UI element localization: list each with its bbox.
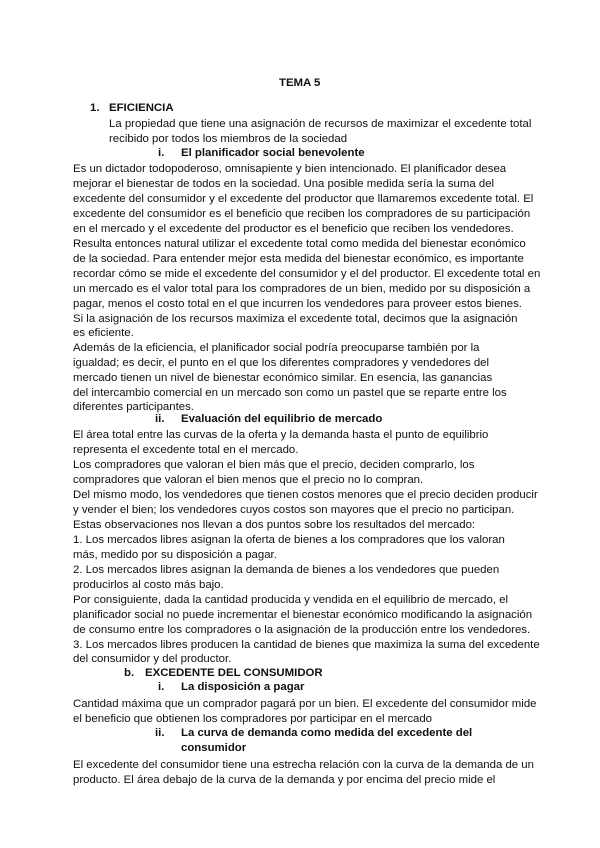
paragraph-line: diferentes participantes. — [73, 401, 194, 413]
paragraph-line: mejorar el bienestar de todos en la sociedad. Una posible medida sería la suma del — [73, 178, 495, 190]
subsection-number: ii. — [155, 413, 165, 425]
paragraph-line: y vender el bien; los vendedores cuyos costos son mayores que el precio no participan. — [73, 504, 515, 516]
paragraph-line: Estas observaciones nos llevan a dos puntos sobre los resultados del mercado: — [73, 519, 476, 531]
paragraph-line: excedente del consumidor es el beneficio que reciben los compradores de su participación — [73, 208, 531, 220]
section-intro-line: recibido por todos los miembros de la sociedad — [109, 133, 348, 145]
paragraph-line: el beneficio que obtienen los compradores por participar en el mercado — [73, 713, 433, 725]
subsection-heading: Evaluación del equilibrio de mercado — [181, 413, 383, 425]
paragraph-line: Los compradores que valoran el bien más que el precio, deciden comprarlo, los — [73, 459, 475, 471]
subsection-number: i. — [158, 681, 165, 693]
paragraph-line: excedente del consumidor y el excedente del productor que llamaremos excedente total. El — [73, 193, 534, 205]
paragraph-line: más, medido por su disposición a pagar. — [73, 549, 277, 561]
subsection-number: ii. — [155, 727, 165, 739]
subsection-number: i. — [158, 147, 165, 159]
paragraph-line: producirlos al costo más bajo. — [73, 579, 224, 591]
paragraph-line: mercado tienen un nivel de bienestar económico similar. En esencia, las ganancias — [73, 372, 493, 384]
paragraph-line: del consumidor y del productor. — [73, 653, 232, 665]
paragraph-line: Además de la eficiencia, el planificador social podría preocuparse también por la — [73, 342, 480, 354]
section-number: b. — [124, 667, 135, 679]
paragraph-line: del intercambio comercial en un mercado son como un pastel que se reparte entre los — [73, 387, 507, 399]
paragraph-line: 1. Los mercados libres asignan la oferta de bienes a los compradores que los valoran — [73, 534, 505, 546]
paragraph-line: pagar, menos el costo total en el que incurren los vendedores para proveer estos bienes. — [73, 298, 522, 310]
section-heading-eficiencia: EFICIENCIA — [109, 102, 174, 114]
paragraph-line: planificador social no puede incrementar el bienestar económico modificando la asignación — [73, 609, 533, 621]
section-number: 1. — [90, 102, 100, 114]
paragraph-line: representa el excedente total en el mercado. — [73, 444, 299, 456]
paragraph-line: El área total entre las curvas de la oferta y la demanda hasta el punto de equilibrio — [73, 429, 489, 441]
paragraph-line: Si la asignación de los recursos maximiza el excedente total, decimos que la asignación — [73, 313, 518, 325]
paragraph-line: El excedente del consumidor tiene una estrecha relación con la curva de la demanda de un — [73, 759, 534, 771]
paragraph-line: Del mismo modo, los vendedores que tienen costos menores que el precio deciden producir — [73, 489, 538, 501]
paragraph-line: un mercado es el valor total para los compradores de un bien, medido por su disposición a — [73, 283, 531, 295]
subsection-heading: consumidor — [181, 742, 247, 754]
subsection-heading: La curva de demanda como medida del excedente del — [181, 727, 473, 739]
paragraph-line: Por consiguiente, dada la cantidad producida y vendida en el equilibrio de mercado, el — [73, 594, 509, 606]
page-title: TEMA 5 — [279, 77, 321, 89]
section-heading-excedente: EXCEDENTE DEL CONSUMIDOR — [145, 667, 323, 679]
paragraph-line: es eficiente. — [73, 327, 134, 339]
paragraph-line: 3. Los mercados libres producen la cantidad de bienes que maximiza la suma del excedente — [73, 639, 540, 651]
paragraph-line: Resulta entonces natural utilizar el excedente total como medida del bienestar económico — [73, 238, 526, 250]
paragraph-line: Cantidad máxima que un comprador pagará por un bien. El excedente del consumidor mide — [73, 698, 537, 710]
section-intro-line: La propiedad que tiene una asignación de recursos de maximizar el excedente total — [109, 118, 532, 130]
paragraph-line: de consumo entre los compradores o la asignación de la producción entre los vendedores. — [73, 624, 531, 636]
paragraph-line: en el mercado y el excedente del productor es el beneficio que reciben los vendedores. — [73, 223, 514, 235]
subsection-heading: El planificador social benevolente — [181, 147, 365, 159]
paragraph-line: recordar cómo se mide el excedente del consumidor y el del productor. El excedente total en — [73, 268, 541, 280]
paragraph-line: de la sociedad. Para entender mejor esta medida del bienestar económico, es importante — [73, 253, 524, 265]
paragraph-line: 2. Los mercados libres asignan la demanda de bienes a los vendedores que pueden — [73, 564, 500, 576]
paragraph-line: Es un dictador todopoderoso, omnisapiente y bien intencionado. El planificador desea — [73, 163, 507, 175]
paragraph-line: producto. El área debajo de la curva de la demanda y por encima del precio mide el — [73, 774, 496, 786]
paragraph-line: igualdad; es decir, el punto en el que los diferentes compradores y vendedores del — [73, 357, 490, 369]
paragraph-line: compradores que valoran el bien menos que el precio no lo compran. — [73, 474, 424, 486]
subsection-heading: La disposición a pagar — [181, 681, 305, 693]
